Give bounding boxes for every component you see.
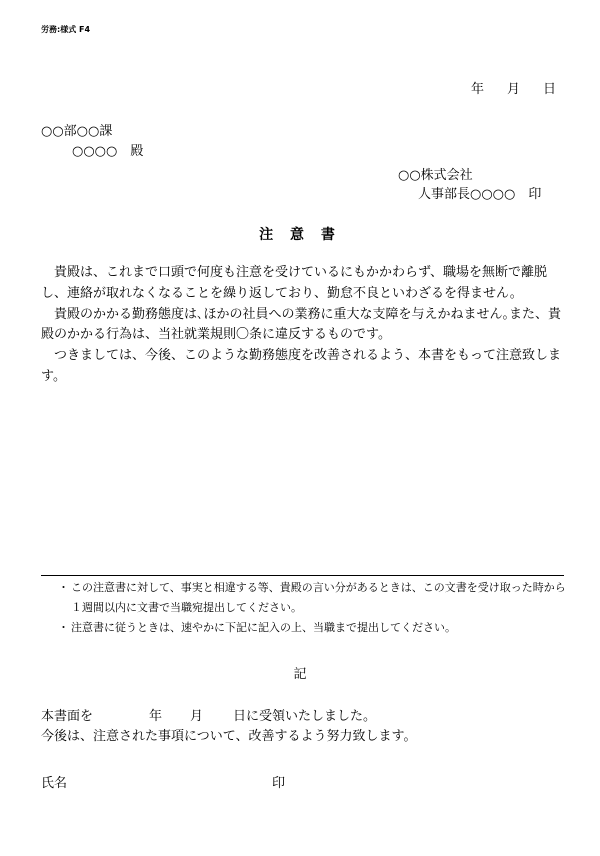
addressee-department: ○○部○○課	[41, 124, 113, 139]
note-item	[58, 578, 570, 618]
addressee-name: ○○○○ 殿	[72, 144, 144, 159]
date-line	[449, 78, 557, 97]
date-month: 月	[506, 82, 521, 97]
receipt-suffix: 日に受領いたしました。	[233, 709, 377, 724]
receipt-section	[41, 707, 416, 747]
form-id: 労務:様式 F4	[41, 25, 91, 34]
body-text	[41, 263, 566, 388]
body-paragraph: 貴殿は、これまで口頭で何度も注意を受けているにもかかわらず、職場を無断で離脱し、連絡が取れなくなることを繰り返しており、勤怠不良といわざるを得ません。	[41, 265, 547, 301]
receipt-prefix: 本書面を	[41, 709, 94, 724]
body-paragraph: つきましては、今後、このような勤務態度を改善されるよう、本書をもって注意致します。	[41, 348, 562, 384]
sender-person: 人事部長○○○○ 印	[418, 187, 542, 202]
sender-company: ○○株式会社	[398, 168, 473, 183]
date-year: 年	[470, 82, 485, 97]
receipt-line-1	[41, 707, 416, 727]
receipt-line-2: 今後は、注意された事項について、改善するよう努力致します。	[41, 729, 417, 744]
note-text: この注意書に対して、事実と相違する等、貴殿の言い分があるときは、この文書を受け取った時から１週間以内に文書で当職宛提出してください。	[71, 581, 566, 614]
notes-list	[58, 578, 570, 638]
note-item	[58, 618, 570, 638]
date-day: 日	[542, 82, 557, 97]
bullet-icon: ・	[58, 581, 69, 594]
receipt-month: 月	[190, 709, 204, 724]
bullet-icon: ・	[58, 621, 69, 634]
signature-name-label: 氏名	[41, 776, 68, 791]
ki-heading: 記	[293, 667, 307, 682]
receipt-year: 年	[149, 709, 163, 724]
divider-line	[41, 575, 564, 576]
body-paragraph: 貴殿のかかる勤務態度は､ほかの社員への業務に重大な支障を与えかねません｡また、貴殿のかかる行為は、当社就業規則〇条に違反するものです。	[41, 306, 562, 343]
signature-seal-label: 印	[272, 776, 286, 791]
document-title: 注 意 書	[259, 227, 341, 243]
note-text: 注意書に従うときは、速やかに下記に記入の上、当職まで提出してください。	[71, 621, 456, 634]
